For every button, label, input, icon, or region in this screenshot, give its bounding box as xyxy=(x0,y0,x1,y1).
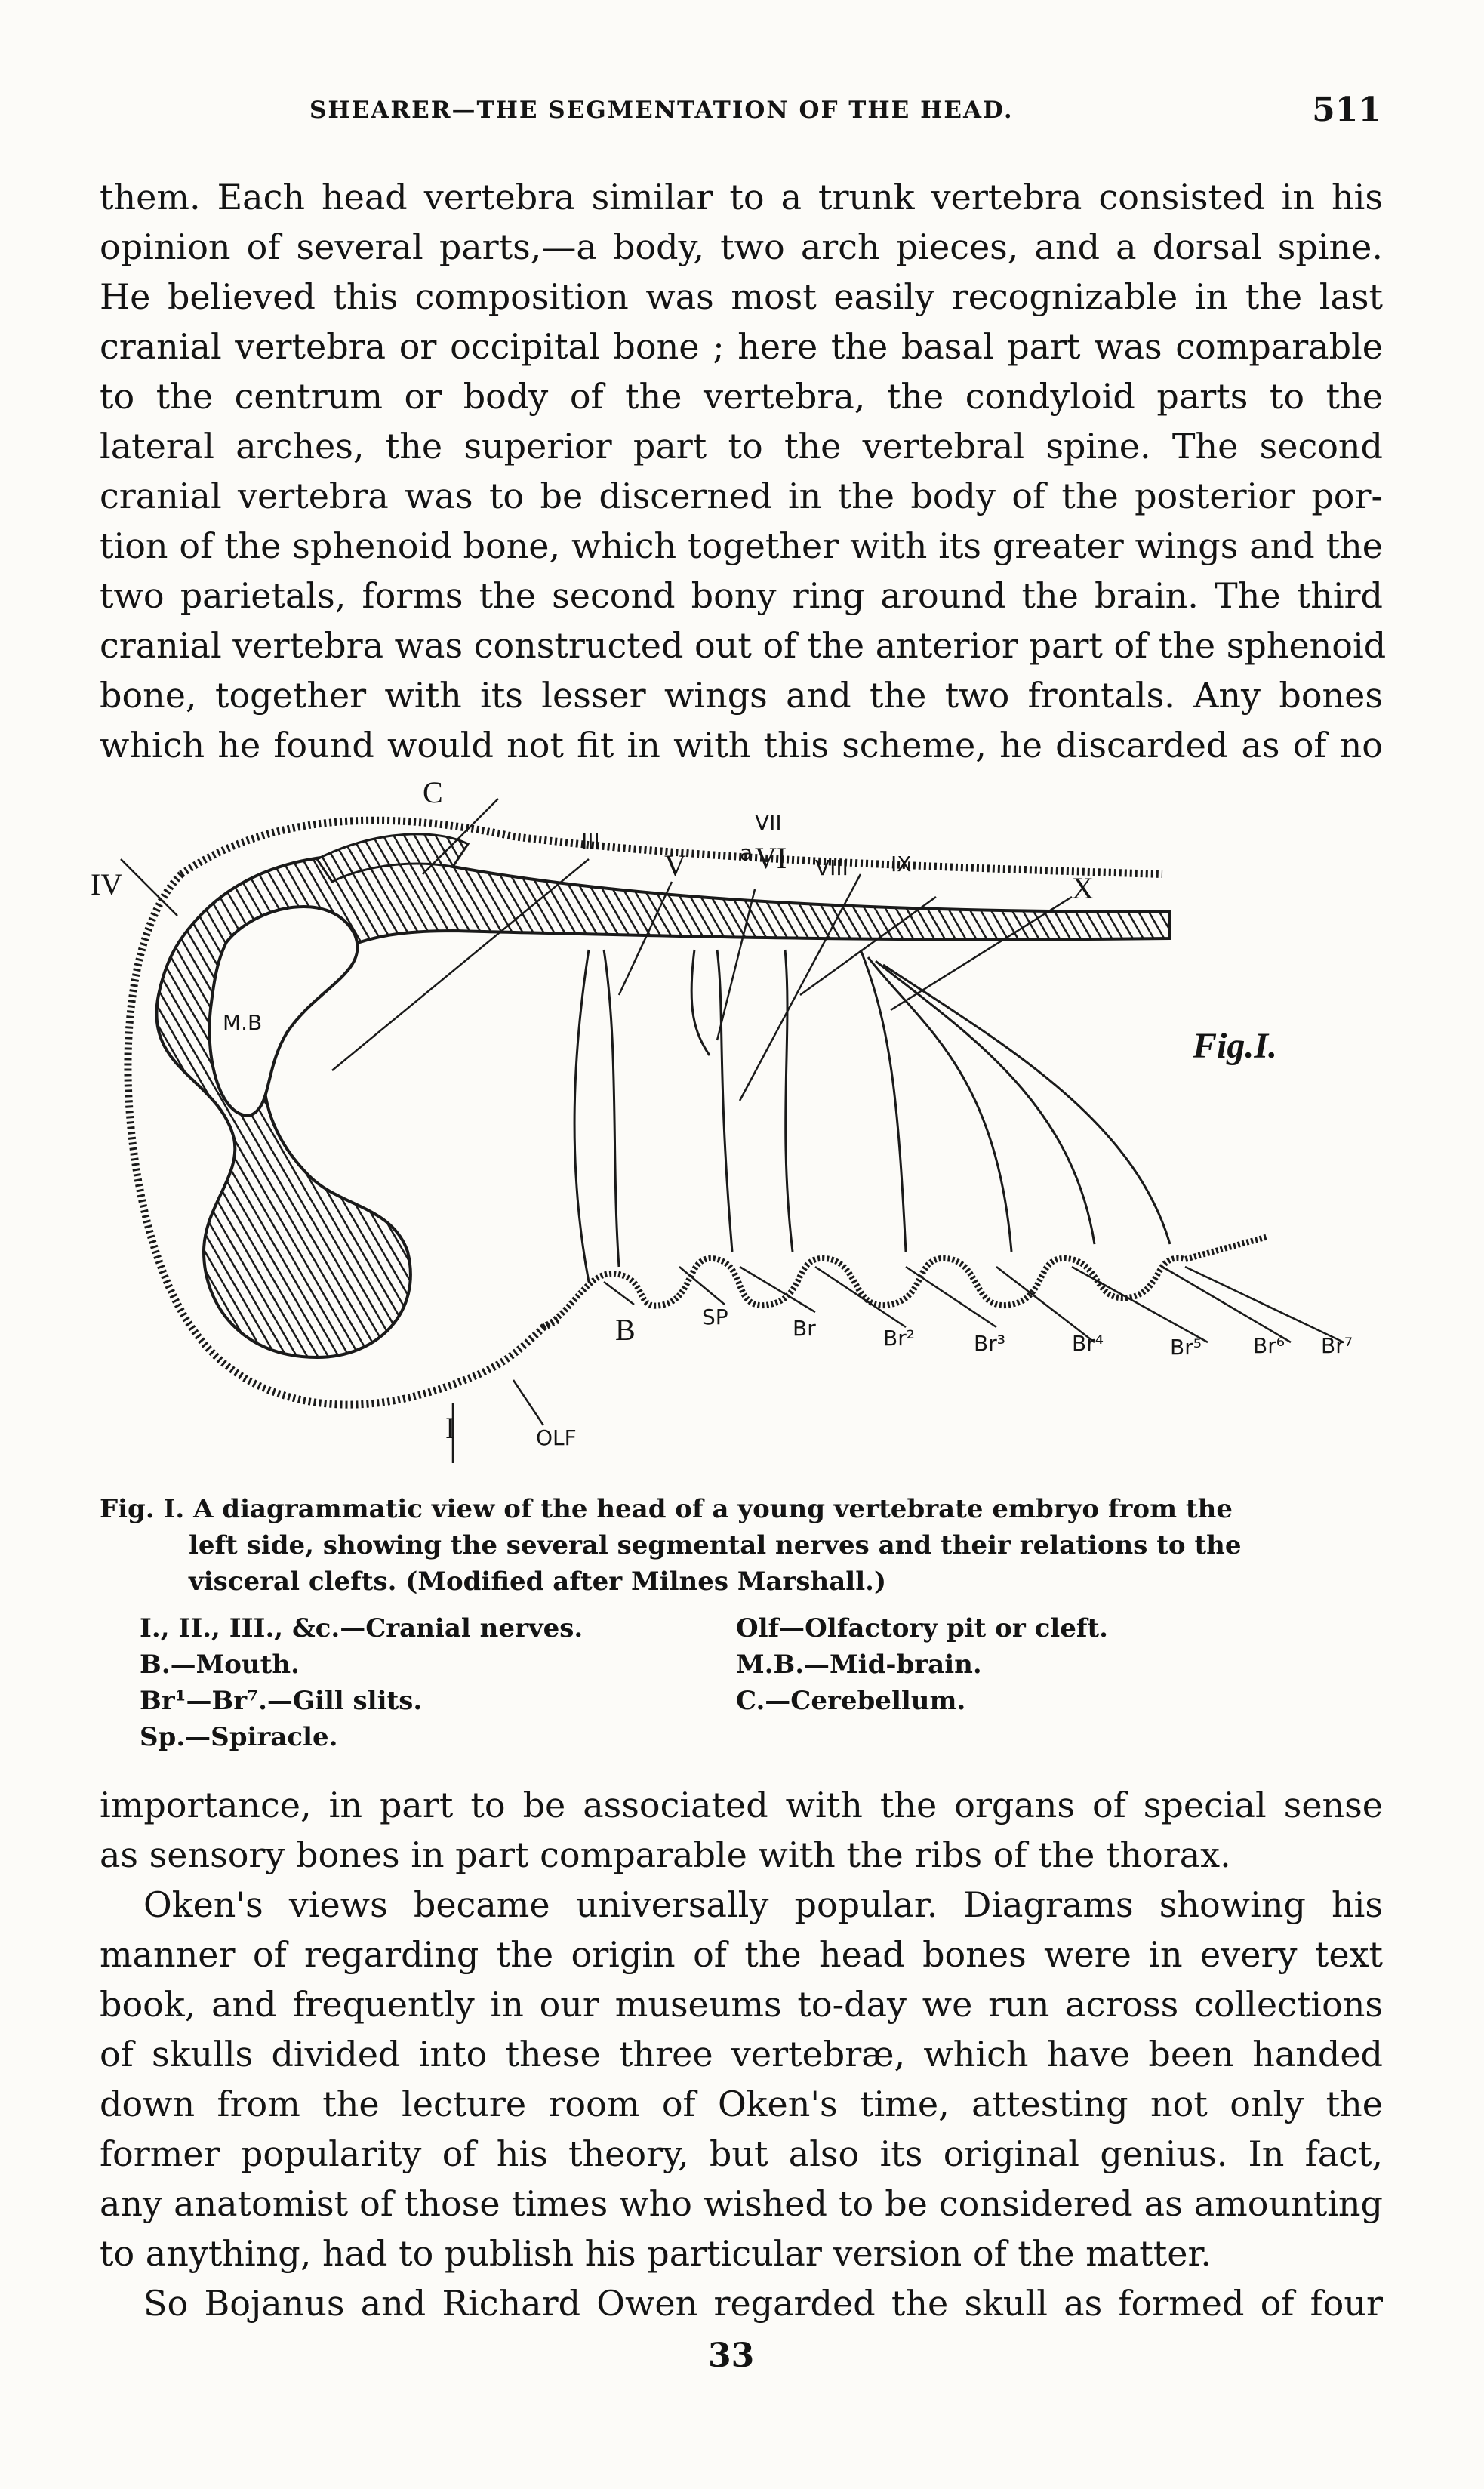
body-line: any anatomist of those times who wished to be considered as amounting xyxy=(100,2183,1383,2224)
body-line: cranial vertebra was constructed out of the anterior part of the sphenoid xyxy=(100,625,1387,666)
body-line: to the centrum or body of the vertebra, the condyloid parts to the xyxy=(100,376,1383,417)
label-nerve-viii: VIII xyxy=(815,855,848,880)
label-gill-5: Br⁵ xyxy=(1170,1335,1202,1360)
body-line: Oken's views became universally popular. Diagrams showing his xyxy=(143,1884,1383,1925)
label-gill-6: Br⁶ xyxy=(1253,1333,1285,1358)
label-nerve-x: X xyxy=(1072,871,1094,905)
label-gill-2: Br² xyxy=(883,1326,915,1351)
label-gill-1: Br xyxy=(793,1316,816,1341)
label-a: a xyxy=(740,840,753,865)
label-mouth: B xyxy=(615,1313,636,1347)
legend-item: B.—Mouth. xyxy=(140,1650,300,1680)
figure-caption-line: visceral clefts. (Modified after Milnes Marshall.) xyxy=(189,1566,887,1597)
body-line: opinion of several parts,—a body, two arch pieces, and a dorsal spine. xyxy=(100,226,1383,267)
body-line: them. Each head vertebra similar to a trunk vertebra consisted in his xyxy=(100,177,1383,217)
body-line: bone, together with its lesser wings and the two frontals. Any bones xyxy=(100,675,1383,716)
body-line: as sensory bones in part comparable with the ribs of the thorax. xyxy=(100,1834,1231,1875)
segmental-nerves xyxy=(574,950,1170,1282)
body-line: He believed this composition was most easily recognizable in the last xyxy=(100,276,1383,317)
body-line: So Bojanus and Richard Owen regarded the skull as formed of four xyxy=(143,2283,1383,2324)
label-gill-4: Br⁴ xyxy=(1072,1331,1104,1356)
running-head: SHEARER—THE SEGMENTATION OF THE HEAD. xyxy=(309,97,1014,124)
label-gill-3: Br³ xyxy=(974,1331,1005,1356)
embryo-head-figure xyxy=(91,775,1396,1463)
legend-item: Br¹—Br⁷.—Gill slits. xyxy=(140,1686,423,1716)
page-number: 511 xyxy=(1312,91,1381,129)
body-line: cranial vertebra or occipital bone ; here the basal part was comparable xyxy=(100,326,1383,367)
body-line: cranial vertebra was to be discerned in the body of the posterior por- xyxy=(100,476,1383,516)
label-spiracle: SP xyxy=(702,1305,728,1329)
label-nerve-iv: IV xyxy=(91,867,123,901)
body-line: of skulls divided into these three vertebræ, which have been handed xyxy=(100,2034,1383,2075)
figure-title: Fig.I. xyxy=(1193,1026,1278,1066)
body-line: importance, in part to be associated with the organs of special sense xyxy=(100,1785,1383,1825)
body-line: down from the lecture room of Oken's time, attesting not only the xyxy=(100,2084,1383,2124)
label-nerve-vi: VI xyxy=(755,841,787,875)
body-line: two parietals, forms the second bony ring around the brain. The third xyxy=(100,575,1383,616)
label-nerve-iii: III xyxy=(581,829,600,854)
legend-item: Sp.—Spiracle. xyxy=(140,1722,338,1752)
figure-caption-line: left side, showing the several segmental nerves and their relations to the xyxy=(189,1530,1242,1560)
body-line: lateral arches, the superior part to the vertebral spine. The second xyxy=(100,426,1383,467)
signature-mark: 33 xyxy=(708,2337,755,2375)
label-midbrain: M.B xyxy=(223,1010,263,1035)
label-nerve-v: V xyxy=(664,849,686,883)
body-line: former popularity of his theory, but also its original genius. In fact, xyxy=(100,2133,1383,2174)
body-line: book, and frequently in our museums to-day we run across collections xyxy=(100,1984,1383,2025)
legend-item: I., II., III., &c.—Cranial nerves. xyxy=(140,1613,583,1643)
figure-caption-line: Fig. I. A diagrammatic view of the head of a young vertebrate embryo from the xyxy=(100,1494,1233,1524)
legend-item: C.—Cerebellum. xyxy=(736,1686,966,1716)
label-nerve-ix: IX xyxy=(891,852,912,876)
embryo-diagram xyxy=(91,784,1396,1463)
label-nerve-i: I xyxy=(445,1411,456,1445)
legend-item: M.B.—Mid-brain. xyxy=(736,1650,982,1680)
label-gill-7: Br⁷ xyxy=(1321,1333,1353,1358)
label-nerve-vii: VII xyxy=(755,810,782,835)
body-line: which he found would not fit in with this scheme, he discarded as of no xyxy=(100,725,1383,765)
body-line: to anything, had to publish his particular version of the matter. xyxy=(100,2233,1212,2274)
legend-item: Olf—Olfactory pit or cleft. xyxy=(736,1613,1109,1643)
body-line: tion of the sphenoid bone, which together with its greater wings and the xyxy=(100,525,1383,566)
body-line: manner of regarding the origin of the head bones were in every text xyxy=(100,1934,1383,1975)
page-header xyxy=(98,91,1381,142)
label-olfactory: OLF xyxy=(536,1425,577,1450)
label-cerebellum: C xyxy=(423,775,443,809)
